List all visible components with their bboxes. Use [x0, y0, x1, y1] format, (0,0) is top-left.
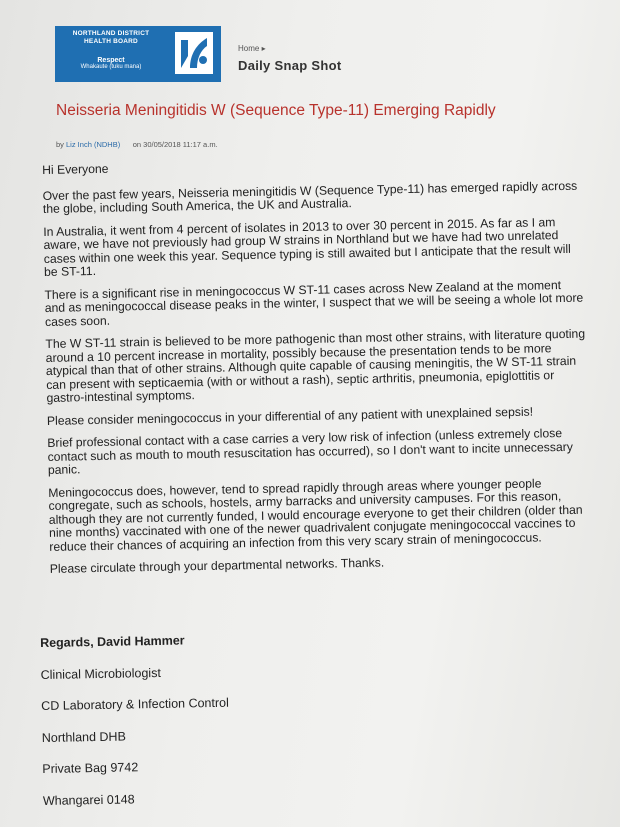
- section-title: Daily Snap Shot: [238, 58, 342, 73]
- chevron-right-icon: ▸: [261, 44, 266, 53]
- logo-org-name: NORTHLAND DISTRICT HEALTH BOARD: [72, 30, 150, 45]
- paragraph: Brief professional contact with a case carries a very low risk of infection (unless extremely close contact such as mouth to mouth resuscitation has occurred), so I don't want to incite unnecessary panic.: [47, 426, 573, 477]
- signature-line: Whangarei 0148: [42, 791, 135, 808]
- ndhb-logo-mark-icon: [175, 32, 213, 74]
- logo-respect: Respect: [97, 57, 125, 64]
- author-link[interactable]: Liz Inch (NDHB): [66, 140, 121, 149]
- logo-tagline: [61, 46, 161, 51]
- by-label: by: [56, 140, 64, 149]
- article-body: [42, 154, 590, 586]
- logo-whakaute: Whakaute (tuku mana): [80, 64, 142, 70]
- article-byline: [56, 140, 218, 149]
- paragraph: Over the past few years, Neisseria meningitidis W (Sequence Type-11) has emerged rapidly across the globe, including South America, the UK and Australia.: [42, 178, 578, 216]
- signature-line: Northland DHB: [41, 729, 126, 745]
- signature-regards: Regards, David Hammer: [40, 633, 185, 650]
- paragraph: In Australia, it went from 4 percent of isolates in 2013 to over 30 percent in 2015. As far as I am aware, we have not previously had group W strains in Northland but we have had two unrelated cases within one week this year. Sequence typing is still awaited but I anticipate that the result will be ST-11.: [43, 214, 571, 279]
- paragraph: Please circulate through your departmental networks. Thanks.: [49, 555, 385, 576]
- greeting: Hi Everyone: [41, 161, 109, 177]
- ndhb-logo: [55, 26, 221, 82]
- breadcrumb: [238, 44, 266, 53]
- signature-line: CD Laboratory & Infection Control: [41, 695, 229, 713]
- paragraph: Please consider meningococcus in your differential of any patient with unexplained sepsis!: [46, 404, 534, 428]
- paragraph: Meningococcus does, however, tend to spread rapidly through areas where younger people congregate, such as schools, hostels, army barracks and university campuses. For this reason, although they are not currently funded, I would encourage everyone to get their children (older than nine months) vaccinated with one of the newer quadrivalent conjugate meningococcal vaccines to reduce their chances of acquiring an infection from this very scary strain of meningococcus.: [48, 475, 583, 554]
- article-title: Neisseria Meningitidis W (Sequence Type-11) Emerging Rapidly: [56, 102, 496, 119]
- signature-block: [40, 633, 231, 825]
- paragraph: The W ST-11 strain is believed to be more pathogenic than most other strains, with literature quoting around a 10 percent increase in mortality, possibly because the presentation tends to be more atypical than that of other strains. Although quite capable of causing meningitis, the W ST-11 strain can present with septicaemia (with or without a rash), septic arthritis, pneumonia, epiglottitis or gastro-intestinal symptoms.: [45, 326, 586, 405]
- post-date: on 30/05/2018 11:17 a.m.: [132, 140, 218, 149]
- breadcrumb-home-link[interactable]: Home: [238, 44, 260, 53]
- signature-line: Private Bag 9742: [42, 760, 139, 776]
- paragraph: There is a significant rise in meningococcus W ST-11 cases across New Zealand at the moment and as meningococcal disease peaks in the winter, I suspect that we will be seeing a whole lot more cases soon.: [44, 277, 584, 329]
- signature-line: Clinical Microbiologist: [40, 665, 161, 682]
